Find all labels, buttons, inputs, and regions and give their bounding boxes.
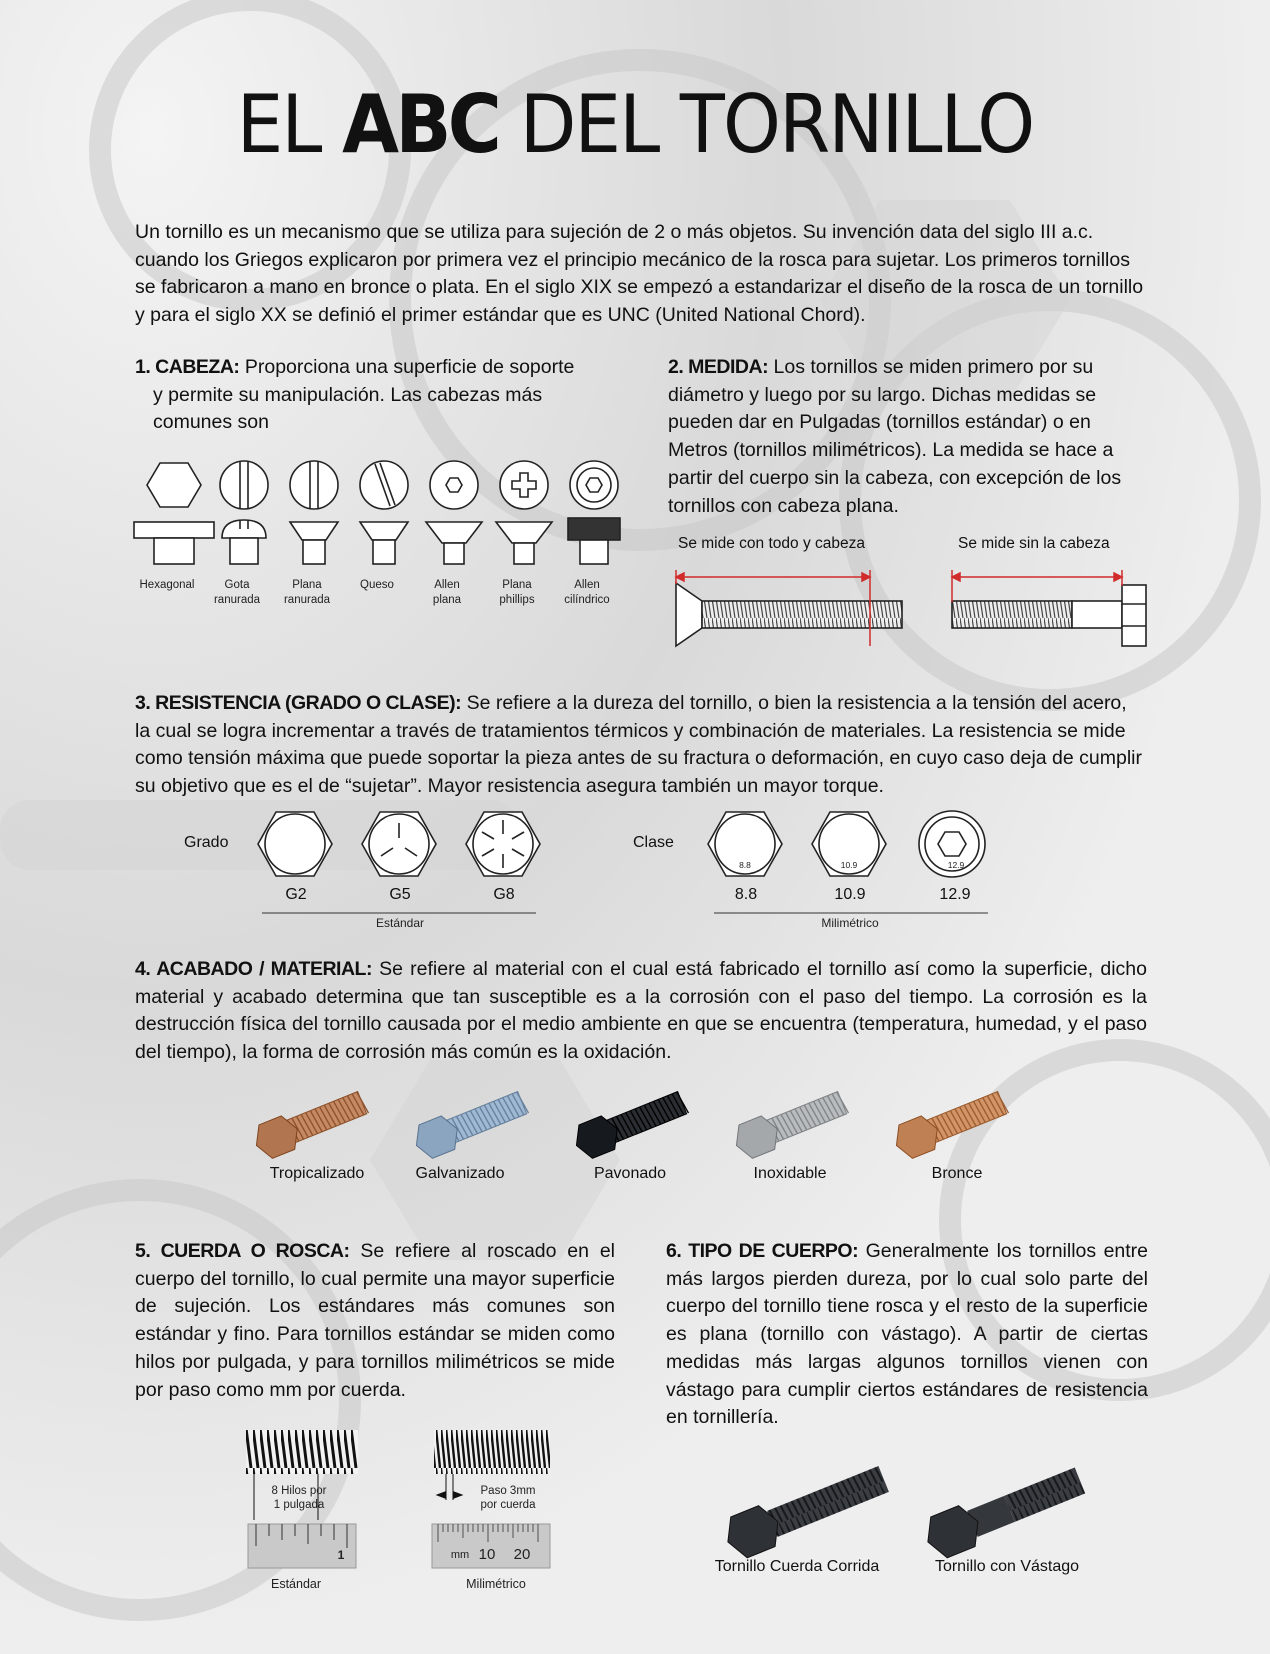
thread-caption-mm: Milimétrico bbox=[466, 1577, 526, 1591]
measurement-diagram bbox=[672, 558, 1152, 648]
plana-phillips-head-icon bbox=[496, 461, 552, 564]
grade-g2-icon bbox=[258, 812, 332, 876]
section-medida-heading: 2. MEDIDA: bbox=[668, 356, 769, 378]
finish-label-pavonado: Pavonado bbox=[593, 1165, 667, 1182]
title-pre: EL bbox=[236, 78, 321, 171]
section-tipo-cuerpo-heading: 6. TIPO DE CUERPO: bbox=[666, 1240, 859, 1262]
full-thread-bolt-icon bbox=[720, 1459, 892, 1563]
grade-g5-icon bbox=[362, 812, 436, 876]
bolt-galvanizado-icon bbox=[410, 1085, 531, 1162]
clase-label: Clase bbox=[633, 834, 674, 851]
body-types-diagram bbox=[725, 1445, 1095, 1555]
class-stamp-12-9: 12.9 bbox=[947, 860, 965, 870]
section-tipo-cuerpo-body: Generalmente los tornillos entre más largos pierden dureza, por lo cual solo parte del cuerpo del tornillo tiene rosca y el resto de la superficie es plana (tornillo con vástago). A partir de ciertas medidas más largas algunos tornillos vienen con vástago para cumplir ciertos estándares de resistencia en tornillería. bbox=[666, 1240, 1149, 1429]
grade-g8-icon bbox=[466, 812, 540, 876]
body-label-full-thread: Tornillo Cuerda Corrida bbox=[714, 1558, 880, 1575]
section-resistencia-body: Se refiere a la dureza del tornillo, o bien la resistencia a la tensión del acero, la cual se logra incrementar a través de tratamientos térmicos y combinación de materiales. La resistencia se mide como tensión máxima que puede soportar la pieza antes de su fractura o deformación, en cuyo caso deja de cumplir su objetivo que es el de “sujetar”. Mayor resistencia asegura también un mayor torque. bbox=[135, 692, 1142, 798]
section-resistencia-heading: 3. RESISTENCIA (GRADO O CLASE): bbox=[135, 692, 462, 714]
plana-ranurada-head-icon bbox=[290, 461, 338, 564]
section-resistencia-text bbox=[135, 690, 1147, 801]
section-cuerda-body: Se refiere al roscado en el cuerpo del tornillo, lo cual permite una mayor superficie de sujeción. Los estándares más comunes son estándar y fino. Para tornillos estándar se miden como hilos por pulgada, y para tornillos milimétricos se mide por paso como mm por cuerda. bbox=[135, 1240, 615, 1401]
grade-label-g5: G5 bbox=[389, 886, 411, 903]
grade-label-g8: G8 bbox=[493, 886, 515, 903]
section-cabeza-rest: y permite su manipulación. Las cabezas más comunes son bbox=[153, 383, 543, 434]
section-tipo-cuerpo-text bbox=[666, 1238, 1148, 1432]
finish-label-inoxidable: Inoxidable bbox=[753, 1165, 827, 1182]
head-caption-allen-cilindrico: Allen cilíndrico bbox=[564, 579, 610, 606]
std-note: 8 Hilos por 1 pulgada bbox=[271, 1485, 327, 1511]
body-label-shank: Tornillo con Vástago bbox=[934, 1558, 1080, 1575]
ruler-mm-20: 20 bbox=[513, 1546, 531, 1563]
section-medida-text bbox=[668, 354, 1148, 520]
grade-divider-lines bbox=[262, 911, 992, 915]
finish-label-galvanizado: Galvanizado bbox=[415, 1165, 505, 1182]
section-medida-body: Los tornillos se miden primero por su diámetro y luego por su largo. Dichas medidas se pueden dar en Pulgadas (tornillos estándar) o en Metros (tornillos milimétricos). La medida se hace a partir del cuerpo sin la cabeza, con excepción de los tornillos con cabeza plana. bbox=[668, 356, 1122, 517]
finishes-diagram bbox=[255, 1076, 1015, 1166]
allen-cilindrico-head-icon bbox=[568, 461, 620, 564]
ruler-std-mark: 1 bbox=[337, 1548, 345, 1562]
gota-ranurada-head-icon bbox=[220, 461, 268, 564]
head-caption-plana-phillips: Plana phillips bbox=[499, 579, 535, 606]
bolt-tropicalizado-icon bbox=[250, 1085, 371, 1162]
class-stamp-10-9: 10.9 bbox=[840, 860, 858, 870]
coarse-thread-icon bbox=[246, 1430, 358, 1474]
class-stamp-8-8: 8.8 bbox=[739, 860, 751, 870]
head-types-diagram bbox=[130, 455, 620, 575]
head-caption-gota: Gota ranurada bbox=[213, 579, 261, 606]
head-caption-hexagonal: Hexagonal bbox=[139, 579, 195, 591]
title-abc: ABC bbox=[342, 78, 499, 171]
section-acabado-text bbox=[135, 956, 1147, 1067]
class-label-12-9: 12.9 bbox=[939, 886, 971, 903]
title-post: DEL TORNILLO bbox=[519, 78, 1034, 171]
section-acabado-body: Se refiere al material con el cual está fabricado el tornillo así como la superficie, dicho material y acabado determina que tan susceptible es a la corrosión con el paso del tiempo. La corrosión es la destrucción física del tornillo causada por el medio ambiente en que se encuentra (temperatura, humedad, y el paso del tiempo), la forma de corrosión más común es la oxidación. bbox=[135, 958, 1147, 1064]
head-caption-queso: Queso bbox=[360, 579, 394, 591]
head-caption-plana-ranurada: Plana ranurada bbox=[283, 579, 331, 606]
section-cabeza-heading: 1. CABEZA: bbox=[135, 356, 240, 378]
queso-head-icon bbox=[360, 461, 408, 564]
intro-paragraph: Un tornillo es un mecanismo que se utiliza para sujeción de 2 o más objetos. Su invención data del siglo III a.c. cuando los Griegos explicaron por primera vez el principio mecánico de la rosca para sujetar. Los primeros tornillos se fabricaron a mano en bronce o plata. En el siglo XIX se empezó a estandarizar el diseño de la rosca de un tornillo y para el siglo XX se definió el primer estándar que es UNC (United National Chord). bbox=[135, 221, 1144, 327]
bolt-inoxidable-icon bbox=[730, 1085, 851, 1162]
section-cuerda-heading: 5. CUERDA O ROSCA: bbox=[135, 1240, 350, 1262]
measure-left-label: Se mide con todo y cabeza bbox=[678, 535, 865, 552]
class-label-8-8: 8.8 bbox=[734, 886, 758, 903]
ruler-mm-10: 10 bbox=[478, 1546, 496, 1563]
estandar-label: Estándar bbox=[375, 916, 425, 930]
grades-diagram bbox=[256, 808, 986, 888]
bolt-pavonado-icon bbox=[570, 1085, 691, 1162]
hex-head-screw-icon bbox=[952, 585, 1146, 646]
mm-note: Paso 3mm por cuerda bbox=[480, 1485, 536, 1511]
page-title bbox=[51, 78, 1219, 171]
fine-thread-icon bbox=[434, 1430, 550, 1474]
section-cabeza-first: Proporciona una superficie de soporte bbox=[244, 356, 575, 378]
thread-caption-standard: Estándar bbox=[270, 1577, 322, 1591]
section-cuerda-text bbox=[135, 1238, 615, 1404]
hexagonal-head-icon bbox=[134, 463, 214, 564]
measure-right-label: Se mide sin la cabeza bbox=[958, 535, 1110, 552]
bolt-bronce-icon bbox=[890, 1085, 1011, 1162]
allen-plana-head-icon bbox=[426, 461, 482, 564]
section-cabeza-text bbox=[135, 354, 605, 437]
head-caption-allen-plana: Allen plana bbox=[432, 579, 462, 606]
milimetrico-label: Milimétrico bbox=[821, 916, 879, 930]
shank-bolt-icon bbox=[920, 1460, 1089, 1562]
ruler-mm-unit: mm bbox=[450, 1549, 470, 1561]
section-acabado-heading: 4. ACABADO / MATERIAL: bbox=[135, 958, 372, 980]
flat-head-screw-icon bbox=[676, 583, 902, 646]
class-label-10-9: 10.9 bbox=[834, 886, 866, 903]
finish-label-bronce: Bronce bbox=[931, 1165, 983, 1182]
grado-label: Grado bbox=[184, 834, 229, 851]
finish-label-tropicalizado: Tropicalizado bbox=[269, 1165, 365, 1182]
grade-label-g2: G2 bbox=[285, 886, 307, 903]
